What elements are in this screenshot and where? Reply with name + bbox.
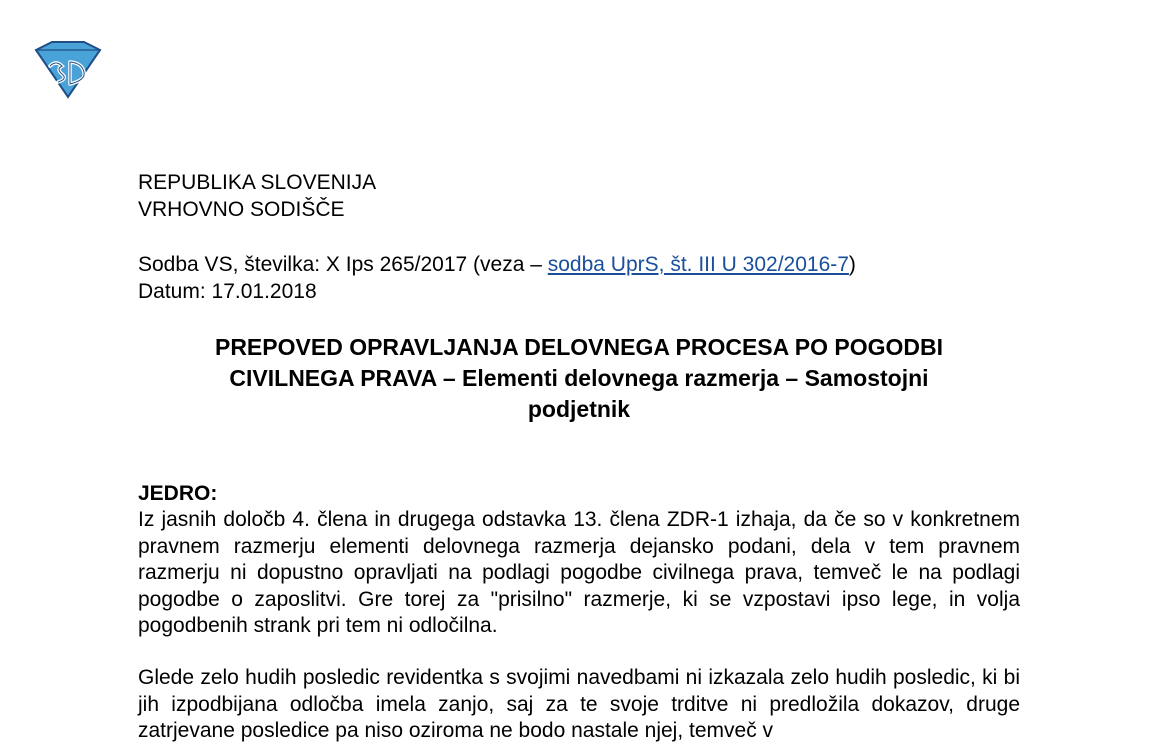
court-emblem-diamond-icon bbox=[30, 40, 104, 100]
title-line-2: CIVILNEGA PRAVA – Elementi delovnega razmerja – Samostojni bbox=[229, 365, 929, 391]
document-title bbox=[138, 332, 1020, 425]
related-judgment-link[interactable]: sodba UprS, št. III U 302/2016-7 bbox=[547, 253, 849, 276]
case-suffix: ) bbox=[848, 253, 856, 276]
core-paragraph-1: Iz jasnih določb 4. člena in drugega odstavka 13. člena ZDR-1 izhaja, da če so v konkretnem pravnem razmerju elementi delovnega razmerja dejansko podani, dela v tem pravnem razmerju ni dopustno opravljati na podlagi pogodbe civilnega prava, temveč le na podlagi pogodbe o zaposlitvi. Gre torej za "prisilno" razmerje, ki se vzpostavi ipso lege, in volja pogodbenih strank pri tem ni odločilna. bbox=[138, 508, 1020, 637]
title-line-1: PREPOVED OPRAVLJANJA DELOVNEGA PROCESA PO POGODBI bbox=[214, 334, 944, 360]
header-court: VRHOVNO SODIŠČE bbox=[138, 198, 345, 221]
case-number: Sodba VS, številka: X Ips 265/2017 (veza – bbox=[138, 253, 548, 276]
case-reference bbox=[138, 251, 856, 278]
core-heading: JEDRO: bbox=[138, 482, 218, 505]
header-republic: REPUBLIKA SLOVENIJA bbox=[138, 171, 377, 194]
title-line-3: podjetnik bbox=[527, 396, 631, 422]
case-date: Datum: 17.01.2018 bbox=[138, 280, 317, 303]
core-paragraph-2: Glede zelo hudih posledic revidentka s svojimi navedbami ni izkazala zelo hudih posledic, ki bi jih izpodbijana odločba imela zanjo, saj za te svoje trditve ni predložila dokazov, druge zatrjevane posledice pa niso oziroma ne bodo nastale njej, temveč v bbox=[138, 666, 1020, 742]
